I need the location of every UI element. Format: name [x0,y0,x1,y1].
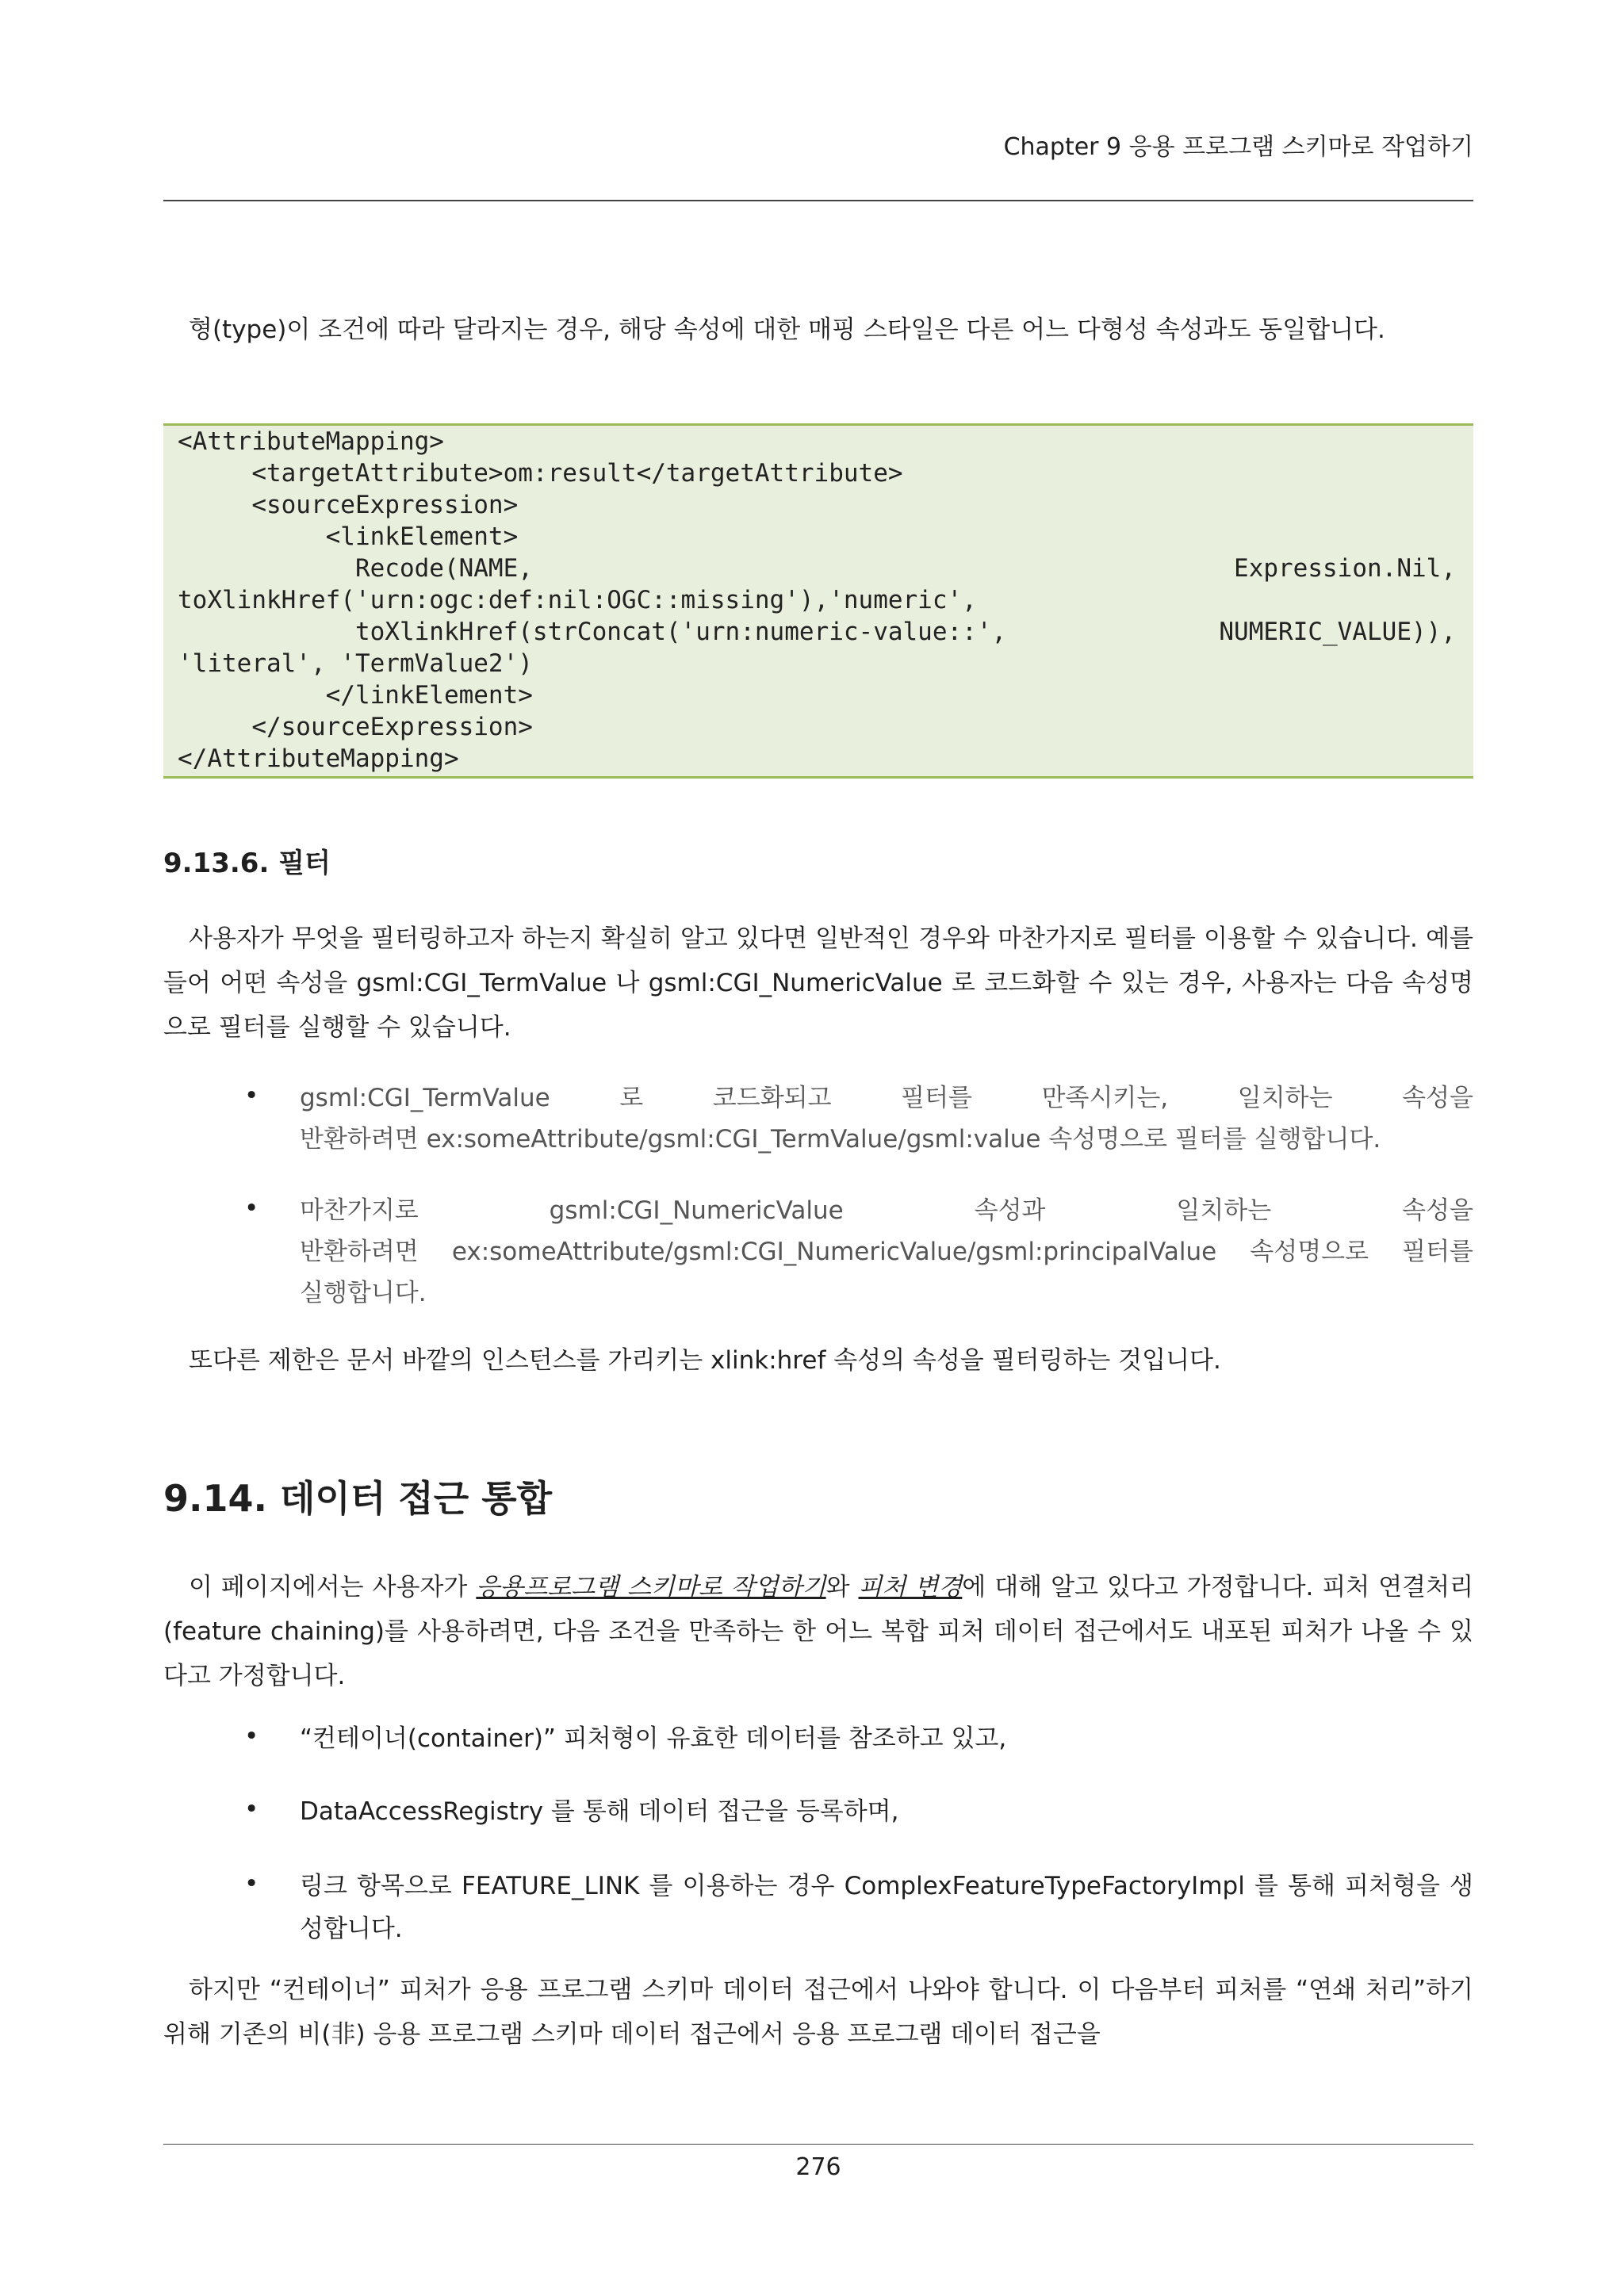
bullet-marker: • [244,1081,259,1110]
bullet-item-termvalue-line2: 반환하려면 ex:someAttribute/gsml:CGI_TermValue/gsml:value 속성명으로 필터를 실행합니다. [300,1125,1381,1154]
bullet-item-numericvalue-line1: 마찬가지로 gsml:CGI_NumericValue 속성과 일치하는 속성을 [300,1196,1473,1225]
code-block [163,423,1473,779]
document-page [163,0,1473,2296]
bullet-marker: • [244,1869,259,1898]
page-number: 276 [795,2153,841,2181]
data-access-paragraph [163,1565,1473,1698]
bullet-item-feature-link: 링크 항목으로 FEATURE_LINK 를 이용하는 경우 ComplexFeatureTypeFactoryImpl 를 통해 피처형을 생성합니다. [300,1872,1473,1943]
code-line: </linkElement> [178,681,533,710]
code-line: <AttributeMapping> [178,427,444,456]
section-heading-9-13-6: 9.13.6. 필터 [163,848,331,879]
link-app-schema[interactable]: 응용프로그램 스키마로 작업하기 [476,1573,826,1601]
code-line: </AttributeMapping> [178,744,459,773]
bullet-marker: • [244,1795,259,1823]
code-line: <targetAttribute>om:result</targetAttribute> [178,459,903,488]
paragraph-text: 이 페이지에서는 사용자가 [189,1573,477,1601]
link-feature-change[interactable]: 피처 변경 [858,1573,963,1601]
code-line: NUMERIC_VALUE)), [1219,618,1456,646]
code-line: toXlinkHref(strConcat('urn:numeric-value::', [178,618,1007,646]
bullet-item-numericvalue-line2: 반환하려면 ex:someAttribute/gsml:CGI_NumericValue/gsml:principalValue 속성명으로 필터를 [300,1238,1473,1266]
bullet-item-termvalue-line1: gsml:CGI_TermValue 로 코드화되고 필터를 만족시키는, 일치하는 속성을 [300,1084,1473,1112]
code-line: <sourceExpression> [178,491,519,519]
filter-closing-paragraph: 또다른 제한은 문서 바깥의 인스턴스를 가리키는 xlink:href 속성의 속성을 필터링하는 것입니다. [189,1346,1221,1375]
intro-paragraph: 형(type)이 조건에 따라 달라지는 경우, 해당 속성에 대한 매핑 스타일은 다른 어느 다형성 속성과도 동일합니다. [189,316,1385,344]
code-line: 'literal', 'TermValue2') [178,649,533,678]
code-line: Recode(NAME, [178,554,533,583]
code-line: <linkElement> [178,522,519,551]
footer-rule [163,2144,1473,2145]
section-heading-9-14: 9.14. 데이터 접근 통합 [163,1477,553,1520]
bullet-marker: • [244,1722,259,1751]
bullet-item-registry: DataAccessRegistry 를 통해 데이터 접근을 등록하며, [300,1797,899,1826]
code-line: Expression.Nil, [1234,554,1456,583]
paragraph-text: 에 대해 알고 있다고 가정합니다. 피처 연결처리(feature chaining)를 사용하려면, 다음 조건을 만족하는 한 어느 복합 피처 데이터 접근에서도 내포된 피처가 나올 수 있다고 가정합니다. [163,1573,1474,1690]
bullet-item-container: “컨테이너(container)” 피처형이 유효한 데이터를 참조하고 있고, [300,1724,1007,1753]
filter-paragraph: 사용자가 무엇을 필터링하고자 하는지 확실히 알고 있다면 일반적인 경우와 마찬가지로 필터를 이용할 수 있습니다. 예를 들어 어떤 속성을 gsml:CGI_TermValue 나 gsml:CGI_NumericValue 로 코드화할 수 있는 경우, 사용자는 다음 속성명으로 필터를 실행할 수 있습니다. [163,924,1473,1042]
bullet-marker: • [244,1194,259,1223]
chaining-closing-paragraph: 하지만 “컨테이너” 피처가 응용 프로그램 스키마 데이터 접근에서 나와야 합니다. 이 다음부터 피처를 “연쇄 처리”하기 위해 기존의 비(非) 응용 프로그램 스키마 데이터 접근에서 응용 프로그램 데이터 접근을 [163,1976,1473,2049]
bullet-item-numericvalue-line3: 실행합니다. [300,1279,427,1307]
code-line: toXlinkHref('urn:ogc:def:nil:OGC::missing'),'numeric', [178,586,977,614]
header-rule [163,200,1473,201]
paragraph-text: 와 [825,1573,859,1601]
running-header: Chapter 9 응용 프로그램 스키마로 작업하기 [1003,133,1473,161]
code-line: </sourceExpression> [178,713,533,741]
